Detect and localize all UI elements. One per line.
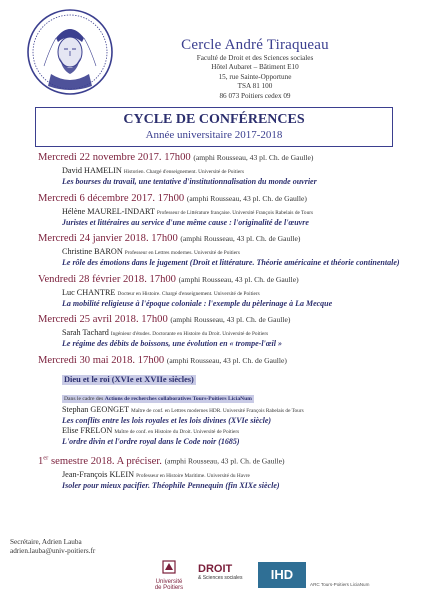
conference-location: (amphi Rousseau, 43 pl. Ch. de Gaulle) [164,456,285,466]
talk-title: L'ordre divin et l'ordre royal dans le Code noir (1685) [62,436,240,446]
conference-date-line [38,273,416,286]
speaker-name: Elise FRELON [62,425,113,435]
conference-date: Mercredi 30 mai 2018. 17h00 [38,354,165,366]
conference-date: Mercredi 24 janvier 2018. 17h00 [38,233,178,245]
faculte-droit-logo [198,564,254,586]
session-framework-program: Actions de recherches collaboratives Tours-Poitiers LiciaNum [104,395,252,402]
talk-title: Le rôle des émotions dans le jugement (Droit et littérature. Théorie américaine et théorie continentale) [62,258,400,268]
conference-date [38,456,162,467]
partner-logos [150,560,420,596]
logo-text: & Sciences sociales [198,575,243,581]
conference-date-line [38,192,416,205]
conference-date-line [38,354,416,367]
talk-title: Le régime des débits de boissons, une évolution en « trompe-l'œil » [62,339,282,349]
conference-location: (amphi Rousseau, 43 pl. Ch. de Gaulle) [186,193,307,203]
talk-title: Les bourses du travail, une tentative d'institutionnalisation du monde ouvrier [62,177,317,186]
secretary-contact [10,538,95,556]
conference-item [38,313,416,349]
conference-date: Vendredi 28 février 2018. 17h00 [38,273,176,285]
university-emblem-icon [162,560,176,574]
logo-text: Université [155,579,183,585]
speaker-name: Stephan GEONGET [62,404,129,414]
address-line: Faculté de Droit et des Sciences sociales [196,54,314,62]
conference-location: (amphi Rousseau, 43 pl. Ch. de Gaulle) [180,234,301,244]
conference-item [38,192,416,228]
talk-title: Isoler pour mieux pacifier. Théophile Pennequin (fin XIXe siècle) [62,480,280,490]
arc-label: ARC Tours-Poitiers LiciaNum [310,582,370,587]
date-ordinal: 1 [38,455,44,467]
talk-title: Juristes et littéraires au service d'une même cause : l'originalité de l'œuvre [62,217,309,227]
cycle-title-box [35,107,393,147]
talk-title: La mobilité religieuse à l'époque coloniale : l'exemple du pèlerinage à La Mecque [62,298,333,308]
speaker [62,288,416,309]
conference-list [38,151,416,495]
session-framework-prefix: Dans le cadre des [64,395,105,402]
conference-date: Mercredi 6 décembre 2017. 17h00 [38,192,185,204]
speaker-role: Historien. Chargé d'enseignement. Université de Poitiers [123,169,245,175]
speaker [62,166,416,187]
logo-text: DROIT [198,563,233,575]
conference-date: Mercredi 22 novembre 2017. 17h00 [38,152,191,163]
conference-location: (amphi Rousseau, 43 pl. Ch. de Gaulle) [166,355,287,365]
universite-poitiers-logo [150,560,188,592]
conference-location: (amphi Rousseau, 43 pl. Ch. de Gaulle) [193,153,314,162]
date-ordinal-suffix: er [43,454,49,462]
speaker-group [62,369,416,446]
speaker-role: Maître de conf. en Histoire du Droit. Université de Poitiers [114,428,240,435]
organization-name: Cercle André Tiraqueau [181,37,329,53]
speaker [62,207,416,228]
speaker [62,247,416,268]
conference-date: Mercredi 25 avril 2018. 17h00 [38,314,168,326]
address-line: 15, rue Sainte-Opportune [218,72,292,81]
speaker-name: David HAMELIN [62,166,122,175]
conference-date-line [38,232,416,245]
speaker [62,470,416,491]
secretary-name: Secrétaire, Adrien Lauba [10,538,82,546]
conference-item [38,232,416,268]
speaker-role: Professeur en Lettres modernes. Université de Poitiers [124,250,240,257]
address-line: 86 073 Poitiers cedex 09 [219,91,291,100]
speaker-name: Hélène MAUREL-INDART [62,206,155,216]
address-line: TSA 81 100 [237,82,273,91]
conference-date-line [38,313,416,326]
speaker-name: Luc CHANTRE [62,287,116,297]
conference-item [38,451,416,490]
speaker-name: Christine BARON [62,247,123,257]
speaker [62,328,416,349]
speaker-role: Ingénieur d'études. Doctorante en Histoire du Droit. Université de Poitiers [110,331,269,338]
session-theme: Dieu et le roi (XVIe et XVIIe siècles) [64,374,194,384]
speaker-role: Professeur de Littérature française. Université François Rabelais de Tours [156,209,314,216]
organization-header [130,36,380,101]
date-text: semestre 2018. A préciser. [48,455,162,467]
speaker-name: Jean-François KLEIN [62,469,135,479]
session-framework [62,395,254,403]
secretary-email[interactable]: adrien.lauba@univ-poitiers.fr [10,547,96,555]
portrait-engraving [26,8,114,96]
speaker-role: Docteur en Histoire. Chargé d'enseignement. Université de Poitiers [117,290,260,297]
speaker-role: Maître de conf. en Lettres modernes HDR. Université François Rabelais de Tours [130,407,304,414]
cycle-title: CYCLE DE CONFÉRENCES [123,112,305,127]
conference-location: (amphi Rousseau, 43 pl. Ch. de Gaulle) [170,315,291,325]
conference-item [38,151,416,187]
conference-location: (amphi Rousseau, 43 pl. Ch. de Gaulle) [178,274,299,284]
conference-date-line [38,451,416,468]
address-line: Hôtel Aubaret – Bâtiment E10 [211,63,299,72]
conference-item [38,273,416,309]
academic-year: Année universitaire 2017-2018 [145,129,283,141]
speaker-role: Professeur en Histoire Maritime. Université du Havre [136,472,250,479]
conference-item [38,354,416,446]
ihd-logo: IHD [258,562,306,588]
talk-title: Les conflits entre les lois royales et les lois divines (XVIe siècle) [62,415,272,425]
logo-text: de Poitiers [154,585,184,591]
conference-date-line [38,151,416,164]
speaker-name: Sarah Tachard [62,328,109,338]
